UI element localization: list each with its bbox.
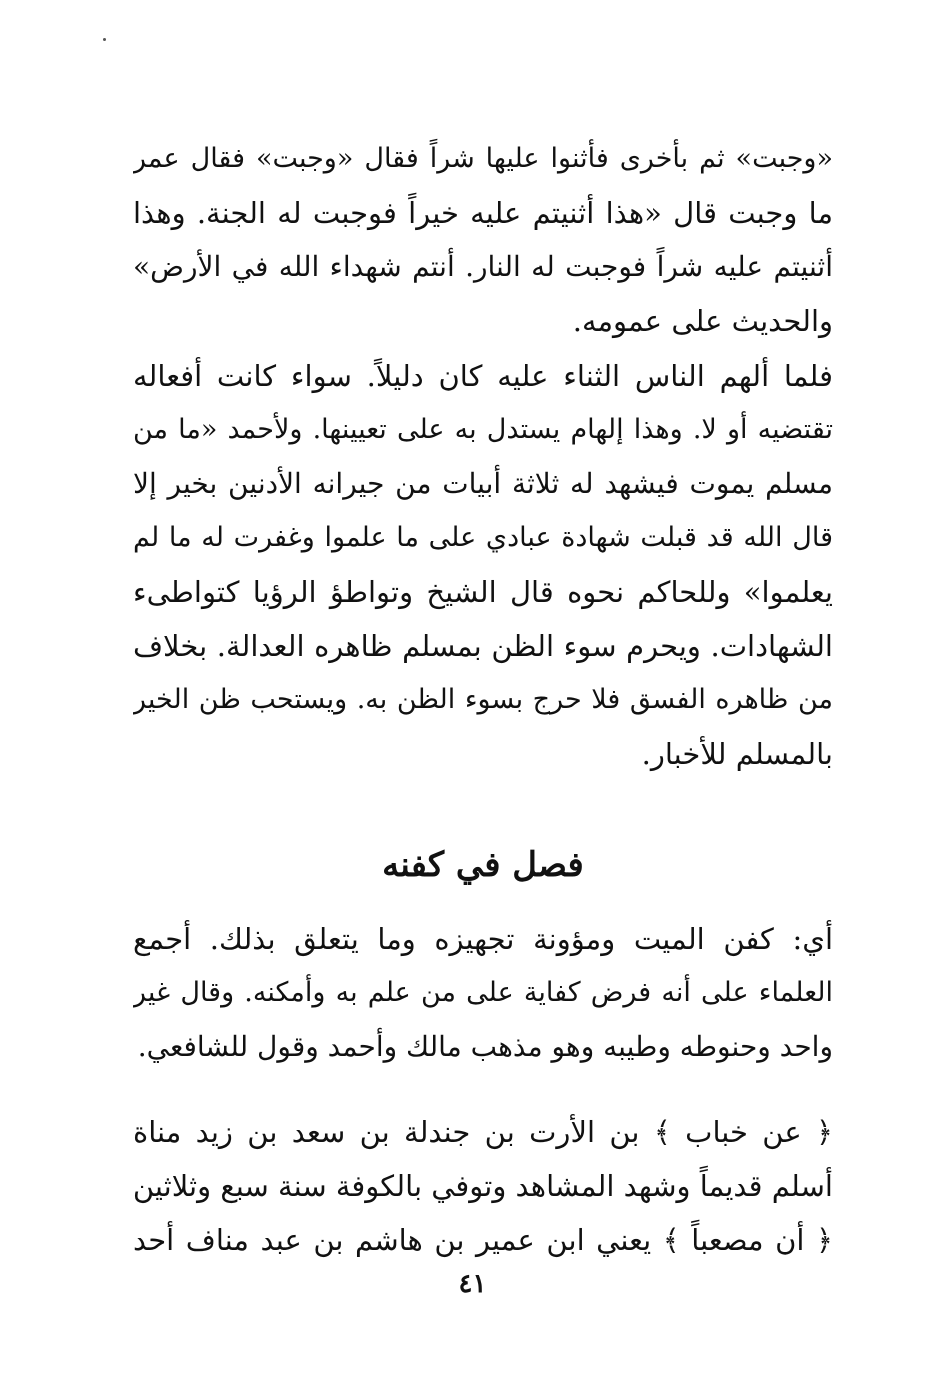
text-line: ﴿ أن مصعباً ﴾ يعني ابن عمير بن هاشم بن عبد مناف أحد [133, 1223, 833, 1257]
text-line: واحد وحنوطه وطيبه وهو مذهب مالك وأحمد وقول للشافعي. [137, 1030, 833, 1063]
text-line: أي: كفن الميت ومؤونة تجهيزه وما يتعلق بذلك. أجمع [133, 922, 833, 956]
text-line: «وجبت» ثم بأخرى فأثنوا عليها شراً فقال «وجبت» فقال عمر [133, 143, 833, 174]
text-line: ﴿ عن خباب ﴾ بن الأرت بن جندلة بن سعد بن زيد مناة [133, 1115, 833, 1149]
text-line: والحديث على عمومه. [572, 304, 833, 338]
text-line: بالمسلم للأخبار. [641, 737, 833, 771]
text-line: العلماء على أنه فرض كفاية على من علم به وأمكنه. وقال غير [133, 977, 833, 1008]
text-line: يعلموا» وللحاكم نحوه قال الشيخ وتواطؤ الرؤيا كتواطىء [133, 575, 833, 609]
text-line: تقتضيه أو لا. وهذا إلهام يستدل به على تعيينها. ولأحمد «ما من [133, 414, 833, 445]
paragraph-4 [133, 1105, 833, 1267]
text-line: من ظاهره الفسق فلا حرج بسوء الظن به. ويستحب ظن الخير [133, 684, 833, 715]
page-number: ٤١ [458, 1269, 487, 1299]
text-line: أثنيتم عليه شراً فوجبت له النار. أنتم شهداء الله في الأرض» [133, 250, 833, 283]
section-heading-wrap [133, 838, 833, 892]
text-line: مسلم يموت فيشهد له ثلاثة أبيات من جيرانه الأدنين بخير إلا [133, 467, 833, 500]
text-line: ما وجبت قال «هذا أثنيتم عليه خيراً فوجبت له الجنة. وهذا [133, 196, 833, 230]
section-heading: فصل في كفنه [382, 845, 584, 885]
scan-speck [103, 38, 106, 41]
text-line: الشهادات. ويحرم سوء الظن بمسلم ظاهره العدالة. بخلاف [133, 629, 833, 663]
text-line: فلما ألهم الناس الثناء عليه كان دليلاً. سواء كانت أفعاله [133, 359, 833, 393]
paragraph-3 [133, 912, 833, 1074]
text-line: قال الله قد قبلت شهادة عبادي على ما علموا وغفرت له ما لم [133, 522, 833, 553]
paragraph-2 [133, 349, 833, 781]
paragraph-1 [133, 132, 833, 348]
text-line: أسلم قديماً وشهد المشاهد وتوفي بالكوفة سنة سبع وثلاثين [133, 1169, 833, 1203]
